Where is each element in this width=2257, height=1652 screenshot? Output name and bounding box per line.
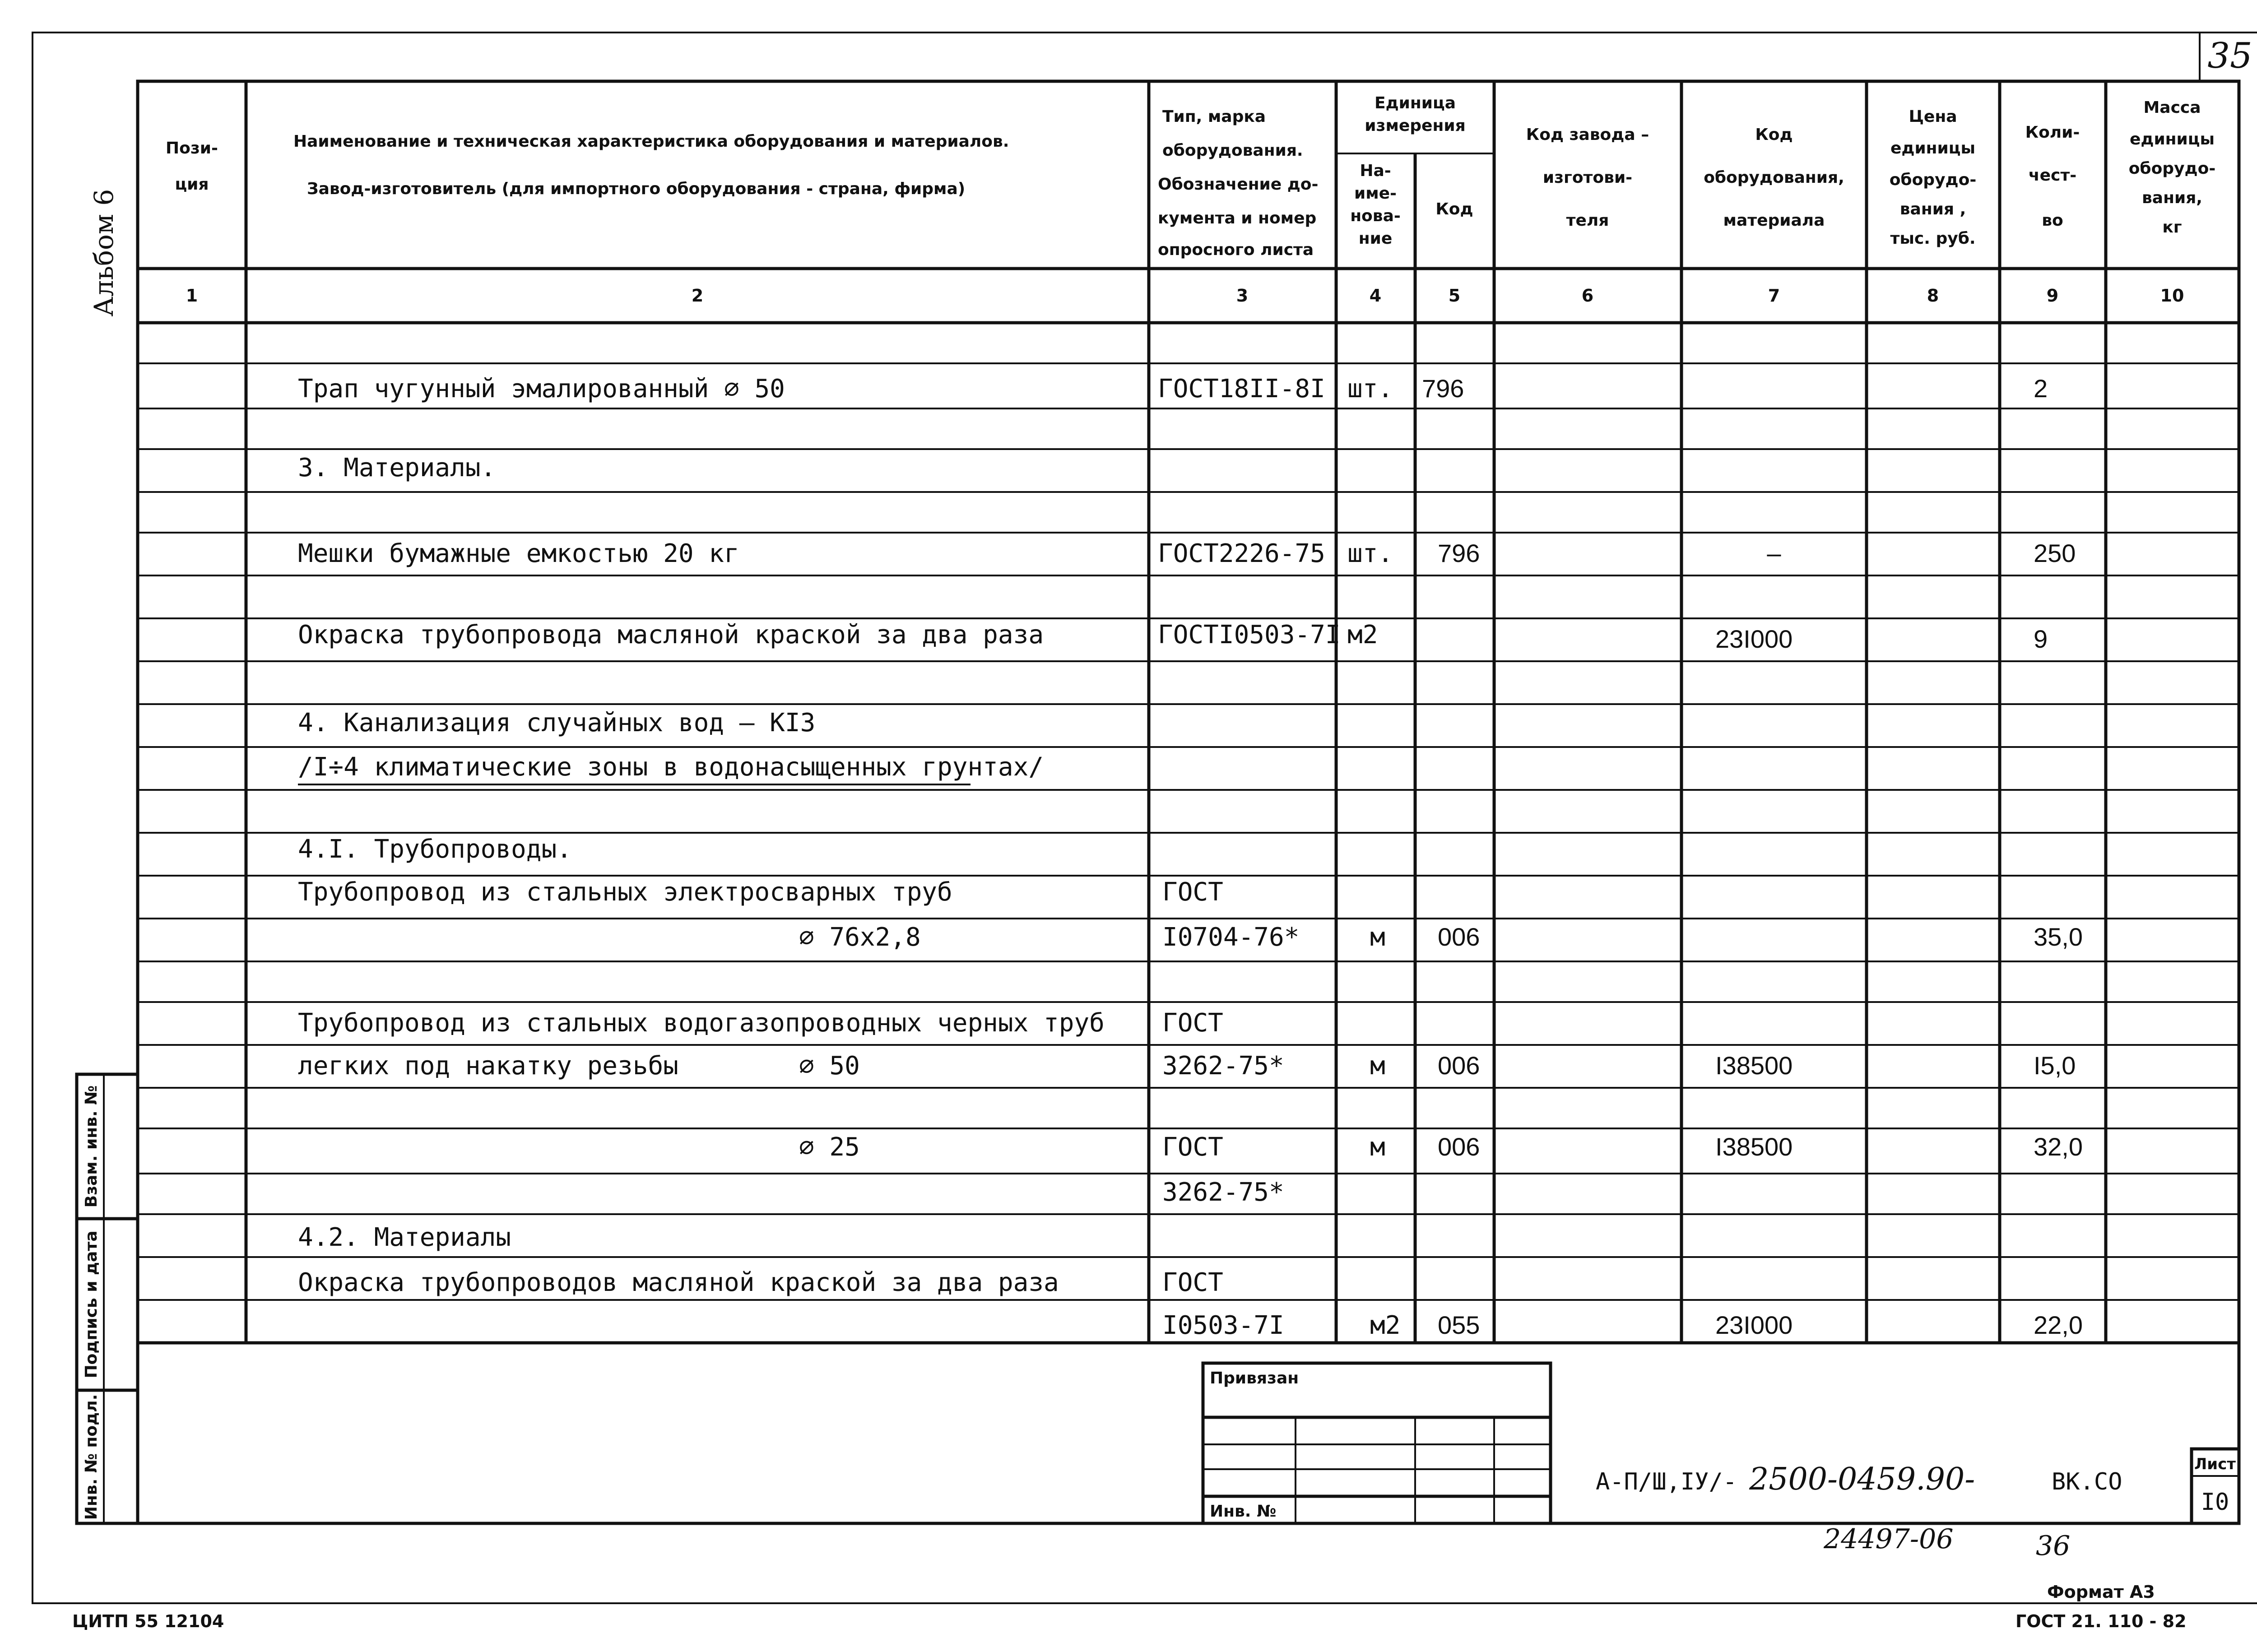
svg-text:тыс. руб.: тыс. руб.: [1890, 229, 1976, 248]
svg-text:796: 796: [1438, 539, 1480, 567]
svg-text:измерения: измерения: [1365, 116, 1466, 135]
svg-text:име-: име-: [1354, 184, 1397, 203]
svg-text:вания,: вания,: [2142, 189, 2202, 207]
svg-text:Коли-: Коли-: [2025, 123, 2080, 142]
svg-text:Код: Код: [1435, 200, 1473, 218]
svg-text:ГОСТ: ГОСТ: [1162, 1268, 1223, 1297]
svg-text:/I÷4 климатические зоны в водо: /I÷4 климатические зоны в водонасыщенных грунтах/: [298, 752, 1044, 782]
svg-text:Код: Код: [1755, 125, 1793, 144]
svg-text:1: 1: [186, 286, 198, 306]
handwritten-number: 24497-06: [1824, 1523, 1954, 1555]
svg-text:9: 9: [2034, 625, 2048, 653]
svg-text:единицы: единицы: [1890, 139, 1976, 158]
svg-text:23I000: 23I000: [1715, 1311, 1793, 1339]
svg-text:Трубопровод из стальных электр: Трубопровод из стальных электросварных труб: [298, 877, 952, 907]
table-row: [298, 1008, 1223, 1038]
svg-text:–: –: [1767, 539, 1781, 567]
svg-text:Масса: Масса: [2143, 98, 2201, 117]
svg-text:м: м: [1370, 1051, 1385, 1081]
svg-text:2: 2: [2034, 374, 2048, 403]
svg-text:нова-: нова-: [1350, 207, 1401, 225]
svg-text:Пози-: Пози-: [166, 139, 218, 158]
svg-text:ГОСТI0503-7I: ГОСТI0503-7I: [1158, 620, 1341, 650]
svg-text:Трап чугунный эмалированный ∅: Трап чугунный эмалированный ∅ 50: [298, 374, 785, 404]
svg-text:Окраска трубопровода масляной: Окраска трубопровода масляной краской за два раза: [298, 620, 1044, 650]
svg-text:10: 10: [2160, 286, 2184, 306]
svg-text:006: 006: [1438, 1132, 1480, 1161]
stamp-inv: Инв. № подл.: [82, 1394, 101, 1520]
footer-left: ЦИТП 55 12104: [72, 1611, 224, 1631]
svg-text:единицы: единицы: [2129, 130, 2215, 148]
svg-text:опросного листа: опросного листа: [1158, 241, 1314, 259]
svg-text:5: 5: [1448, 286, 1461, 306]
stamp-podpis: Подпись и дата: [82, 1230, 101, 1378]
svg-text:чест-: чест-: [2028, 166, 2077, 185]
svg-text:во: во: [2042, 211, 2063, 230]
svg-text:I0503-7I: I0503-7I: [1162, 1311, 1284, 1340]
svg-text:3: 3: [1236, 286, 1249, 306]
svg-text:3262-75*: 3262-75*: [1162, 1178, 1284, 1207]
svg-text:35,0: 35,0: [2034, 923, 2083, 951]
table-row: [298, 620, 2048, 653]
svg-text:Трубопровод из стальных водога: Трубопровод из стальных водогазопроводных черных труб: [298, 1008, 1105, 1038]
svg-text:ГОСТ: ГОСТ: [1162, 1132, 1223, 1162]
album-label: Альбом 6: [88, 189, 119, 317]
table-row: [298, 1223, 511, 1252]
svg-text:оборудо-: оборудо-: [2128, 159, 2216, 178]
svg-text:∅ 25: ∅ 25: [799, 1132, 860, 1162]
svg-text:материала: материала: [1723, 211, 1825, 230]
svg-text:6: 6: [1581, 286, 1594, 306]
svg-text:006: 006: [1438, 1051, 1480, 1080]
svg-text:м2: м2: [1347, 620, 1378, 650]
inv-no-label: Инв. №: [1210, 1502, 1277, 1521]
svg-text:шт.: шт.: [1347, 374, 1393, 404]
table-row: [1162, 1178, 1284, 1207]
document-code-a: А-П/Ш,IУ/-: [1596, 1468, 1737, 1495]
svg-text:ГОСТ2226-75: ГОСТ2226-75: [1158, 539, 1325, 568]
handwritten-page: 36: [2036, 1530, 2071, 1562]
list-label: Лист: [2194, 1455, 2236, 1473]
svg-text:кг: кг: [2162, 218, 2182, 237]
svg-text:3. Материалы.: 3. Материалы.: [298, 453, 496, 483]
svg-text:Тип, марка: Тип, марка: [1162, 107, 1266, 126]
svg-text:изготови-: изготови-: [1542, 168, 1633, 187]
svg-text:I38500: I38500: [1715, 1132, 1793, 1161]
svg-text:22,0: 22,0: [2034, 1311, 2083, 1339]
svg-text:4. Канализация случайных вод –: 4. Канализация случайных вод – КI3: [298, 708, 816, 738]
list-number: I0: [2201, 1489, 2229, 1516]
table-row: [298, 708, 815, 738]
svg-text:I38500: I38500: [1715, 1051, 1793, 1080]
footer-format: Формат А3: [2047, 1582, 2155, 1602]
document-code-hand: 2500-0459.90-: [1749, 1462, 1975, 1497]
svg-text:Наименование и техническая хар: Наименование и техническая характеристика оборудования и материалов.: [293, 132, 1009, 151]
svg-text:На-: На-: [1360, 162, 1391, 180]
svg-text:шт.: шт.: [1347, 539, 1393, 568]
svg-text:006: 006: [1438, 923, 1480, 951]
svg-text:Окраска трубопроводов масляной: Окраска трубопроводов масляной краской за два раза: [298, 1268, 1059, 1297]
svg-text:оборудо-: оборудо-: [1889, 171, 1977, 189]
svg-text:м: м: [1370, 923, 1385, 952]
footer-gost: ГОСТ 21. 110 - 82: [2016, 1611, 2187, 1631]
svg-text:Цена: Цена: [1909, 107, 1957, 126]
svg-text:легких под накатку резьбы: легких под накатку резьбы: [298, 1051, 678, 1081]
svg-text:23I000: 23I000: [1715, 625, 1793, 653]
svg-text:3262-75*: 3262-75*: [1162, 1051, 1284, 1081]
table-row: [298, 752, 1044, 784]
svg-text:ГОСТ: ГОСТ: [1162, 1008, 1223, 1038]
svg-text:теля: теля: [1566, 211, 1609, 230]
svg-text:кумента и номер: кумента и номер: [1158, 209, 1317, 227]
table-row: [298, 453, 496, 483]
svg-text:4.2. Материалы: 4.2. Материалы: [298, 1223, 511, 1252]
svg-text:ГОСТ18II-8I: ГОСТ18II-8I: [1158, 374, 1325, 404]
svg-text:I5,0: I5,0: [2034, 1051, 2076, 1080]
svg-text:Завод-изготовитель (для импор: Завод-изготовитель (для импортного оборудования - страна, фирма): [307, 180, 966, 198]
svg-text:Обозначение до-: Обозначение до-: [1158, 175, 1319, 194]
svg-text:вания ,: вания ,: [1899, 200, 1966, 218]
svg-text:8: 8: [1927, 286, 1939, 306]
svg-text:м2: м2: [1370, 1311, 1401, 1340]
svg-text:∅ 76х2,8: ∅ 76х2,8: [799, 923, 921, 952]
table-row: [298, 835, 572, 864]
stamp-vzam: Взам. инв. №: [82, 1085, 101, 1208]
svg-text:9: 9: [2046, 286, 2059, 306]
svg-text:ция: ция: [175, 175, 209, 194]
svg-text:оборудования,: оборудования,: [1704, 168, 1844, 187]
svg-text:7: 7: [1768, 286, 1780, 306]
svg-text:Единица: Единица: [1375, 94, 1456, 112]
svg-text:ние: ние: [1358, 229, 1393, 248]
svg-text:2: 2: [691, 286, 704, 306]
svg-text:32,0: 32,0: [2034, 1132, 2083, 1161]
page-number-top: 35: [2207, 36, 2252, 76]
svg-text:оборудования.: оборудования.: [1162, 141, 1303, 160]
document-code-b: ВК.СО: [2052, 1468, 2122, 1495]
privyazan-label: Привязан: [1210, 1369, 1299, 1387]
svg-text:796: 796: [1422, 374, 1464, 403]
svg-text:ГОСТ: ГОСТ: [1162, 877, 1223, 907]
svg-text:250: 250: [2034, 539, 2076, 567]
svg-text:4: 4: [1369, 286, 1382, 306]
svg-text:Мешки бумажные емкостью 20 кг: Мешки бумажные емкостью 20 кг: [298, 539, 739, 568]
svg-text:055: 055: [1438, 1311, 1480, 1339]
svg-text:4.I. Трубопроводы.: 4.I. Трубопроводы.: [298, 835, 572, 864]
svg-text:I0704-76*: I0704-76*: [1162, 923, 1300, 952]
svg-text:Код завода –: Код завода –: [1526, 125, 1649, 144]
svg-text:∅ 50: ∅ 50: [799, 1051, 860, 1081]
svg-text:м: м: [1370, 1132, 1385, 1162]
